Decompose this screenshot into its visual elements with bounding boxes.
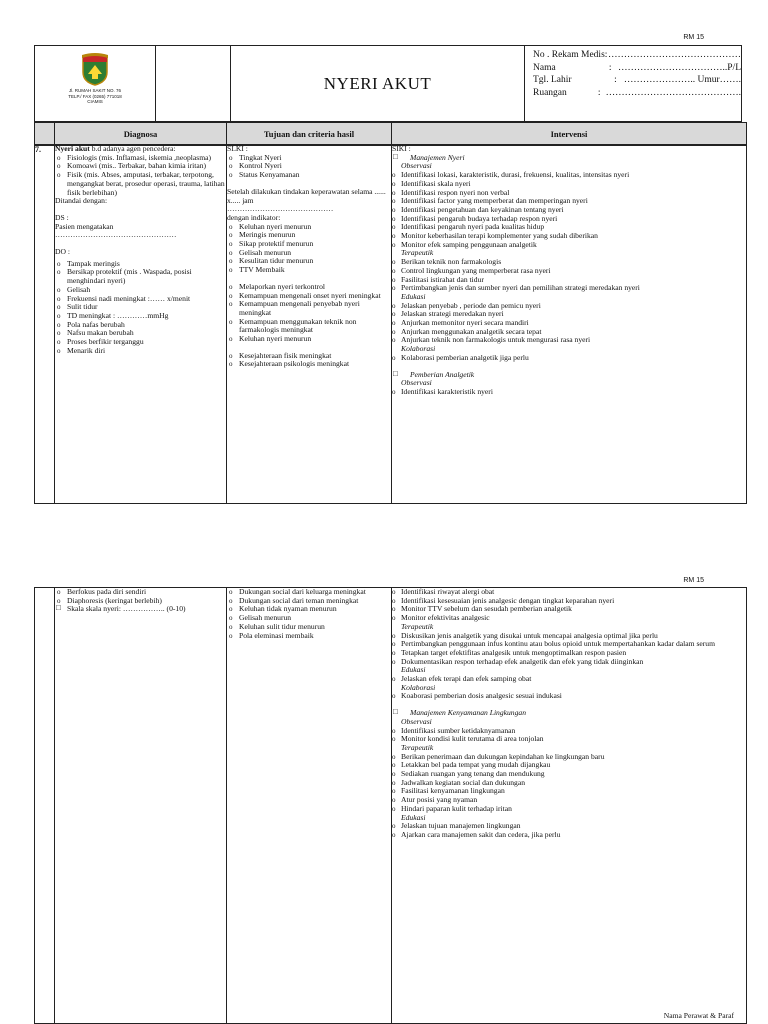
hospital-address-line: Jl. RUMAH SAKIT NO. 76 — [69, 88, 121, 93]
list-item: o Anjurkan memonitor nyeri secara mandiri — [401, 319, 746, 328]
list-item: o Kontrol Nyeri — [239, 162, 391, 171]
list-item: o Kemampuan mengenali onset nyeri meningkat — [239, 292, 391, 301]
list-item: o Sulit tidur — [67, 303, 226, 312]
list-item: o Menarik diri — [67, 347, 226, 356]
list-item: o Anjurkan teknik non farmakologis untuk mengurasi rasa nyeri — [401, 336, 746, 345]
diagnosa-cell-cont — [55, 588, 227, 1024]
ds-fill-line[interactable]: ………………………………………… — [55, 230, 177, 240]
observasi2-list — [392, 388, 746, 397]
list-item: o Identifikasi pengetahuan dan keyakinan tentang nyeri — [401, 206, 746, 215]
list-item: o Berikan teknik non farmakologis — [401, 258, 746, 267]
list-item: o Monitor efektivitas analgesic — [401, 614, 746, 623]
list-item: o Kolaborasi pemberian analgetik jiga perlu — [401, 354, 746, 363]
list-item: o Gelisah menurun — [239, 249, 391, 258]
list-item: o Keluhan sulit tidur menurun — [239, 623, 391, 632]
terapeutik-list — [392, 258, 746, 293]
list-item: o Jelaskan efek terapi dan efek samping obat — [401, 675, 746, 684]
list-item: o Identifikasi sumber ketidaknyamanan — [401, 727, 746, 736]
list-item: o Keluhan tidak nyaman menurun — [239, 605, 391, 614]
intervensi-cell: SIKI : □ Manajemen Nyeri Observasi o Identifikasi lokasi, karakteristik, durasi, frekuensi, kualitas, intensitas nyeri o Identifikasi skala nyeri o Identifikasi respon nyeri non verbal o Identifikasi factor yang memperberat dan memperingan nyeri o Identifikasi pengetahuan dan keyakinan tentang nyeri o Identifikasi pengaruh budaya terhadap respon nyeri o Identifikasi pengaruh nyeri pada kualitas hidup o Monitor keberhasilan terapi komplementer yang sudah diberikan o Monitor efek samping penggunaan analgetik Terapeutik o Berikan teknik non farmakologis o Control lingkungan yang memperberat rasa nyeri o Fasilitasi istirahat dan tidur o Pertimbangkan jenis dan sumber nyeri dan pemilihan strategi meredakan nyeri Edukasi o Jelaskan penyebab , periode dan pemicu nyeri o Jelaskan strategi meredakan nyeri o Anjurkan memonitor nyeri secara mandiri o Anjurkan menggunakan analgetik secara tepat o Anjurkan teknik non farmakologis untuk mengurasi rasa nyeri Kolaborasi o Kolaborasi pemberian analgetik jiga perlu □ Pemberian Analgetik Observasi o Identifikasi karakteristik nyeri — [392, 145, 747, 504]
list-item: o Pola eleminasi membaik — [239, 632, 391, 641]
list-item: o Monitor TTV sebelum dan sesudah pemberian analgetik — [401, 605, 746, 614]
list-item: o Kesulitan tidur menurun — [239, 257, 391, 266]
list-item: o Keluhan nyeri menurun — [239, 223, 391, 232]
patient-field-rm[interactable]: No . Rekam Medis : …………………………………… — [533, 50, 741, 60]
list-item: o Diskusikan jenis analgetik yang disukai untuk mencapai analgesia optimal jika perlu — [401, 632, 746, 641]
kolaborasi-list — [392, 354, 746, 363]
list-item: o Sediakan ruangan yang tenang dan mendukung — [401, 770, 746, 779]
list-item: o Tetapkan target efektifitas analgesik untuk mengoptimalkan respon pasien — [401, 649, 746, 658]
col-header-tujuan: Tujuan dan criteria hasil — [227, 123, 392, 146]
list-item: o Komoawi (mis.. Terbakar, bahan kimia iritan) — [67, 162, 226, 171]
list-item: o Meringis menurun — [239, 231, 391, 240]
list-item: o Jelaskan tujuan manajemen lingkungan — [401, 822, 746, 831]
row-number-blank — [35, 588, 55, 1024]
tujuan-cell-cont — [227, 588, 392, 1024]
col-header-intervensi: Intervensi — [392, 123, 747, 146]
list-item: o Gelisah menurun — [239, 614, 391, 623]
list-item: o Kesejahteraan psikologis meningkat — [239, 360, 391, 369]
patient-field-nama[interactable]: Nama : ……………………………..P/L — [533, 62, 741, 73]
list-item: o Fisiologis (mis. Inflamasi, iskemia ,neoplasma) — [67, 154, 226, 163]
list-item: o Pola nafas berubah — [67, 321, 226, 330]
list-item: o TD meningkat : …………mmHg — [67, 312, 226, 321]
list-item: o Hindari paparan kulit terhadap iritan — [401, 805, 746, 814]
list-item: o TTV Membaik — [239, 266, 391, 275]
list-item: o Identifikasi riwayat alergi obat — [401, 588, 746, 597]
list-item: o Jelaskan penyebab , periode dan pemicu nyeri — [401, 302, 746, 311]
list-item: o Jadwalkan kegiatan social dan dukungan — [401, 779, 746, 788]
list-item: o Identifikasi karakteristik nyeri — [401, 388, 746, 397]
list-item: o Fisik (mis. Abses, amputasi, terbakar, terpotong, mengangkat berat, prosedur operasi, trauma, latihan fisik berlebihan) — [67, 171, 226, 197]
list-item: o Gelisah — [67, 286, 226, 295]
list-item: o Tingkat Nyeri — [239, 154, 391, 163]
list-item: o Anjurkan menggunakan analgetik secara tepat — [401, 328, 746, 337]
diagnosa-cell: Nyeri akut b.d adanya agen pencedera: o Fisiologis (mis. Inflamasi, iskemia ,neoplasma) o Komoawi (mis.. Terbakar, bahan kimia iritan) o Fisik (mis. Abses, amputasi, terbakar, terpotong, mengangkat berat, prosedur operasi, trauma, latihan fisik berlebihan) Ditandai dengan: DS : Pasien mengatakan ………………………………………… DO : o Tampak meringis o Bersikap protektif (mis . Waspada, posisi menghindari nyeri) o Gelisah o Frekuensi nadi meningkat :…… x/menit o Sulit tidur o TD meningkat : …………mmHg o Pola nafas berubah o Nafsu makan berubah o Proses berfikir terganggu o Menarik diri — [55, 145, 227, 504]
list-item: o Melaporkan nyeri terkontrol — [239, 283, 391, 292]
list-item: o Monitor efek samping penggunaan analgetik — [401, 241, 746, 250]
list-item: o Control lingkungan yang memperberat rasa nyeri — [401, 267, 746, 276]
hospital-logo-cell — [35, 46, 156, 122]
hospital-emblem-icon — [80, 52, 110, 86]
list-item: o Kesejahteraan fisik meningkat — [239, 352, 391, 361]
list-item: o Status Kenyamanan — [239, 171, 391, 180]
section-pemberian-analgetik[interactable]: □ Pemberian Analgetik — [404, 371, 746, 380]
list-item: o Identifikasi lokasi, karakteristik, durasi, frekuensi, kualitas, intensitas nyeri — [401, 171, 746, 180]
list-item: o Dukungan social dari keluarga meningkat — [239, 588, 391, 597]
pain-scale-field[interactable]: □ Skala skala nyeri: …………….. (0-10) — [67, 605, 226, 614]
col-header-diagnosa: Diagnosa — [55, 123, 227, 146]
list-item: o Dukungan social dari teman meningkat — [239, 597, 391, 606]
list-item: o Nafsu makan berubah — [67, 329, 226, 338]
list-item: o Ajarkan cara manajemen sakit dan cedera, jika perlu — [401, 831, 746, 840]
edukasi-list — [392, 302, 746, 346]
cause-list — [55, 154, 226, 198]
list-item: o Identifikasi skala nyeri — [401, 180, 746, 189]
list-item: o Kemampuan mengenali penyebab nyeri meningkat — [239, 300, 391, 317]
care-plan-table-page1 — [34, 144, 747, 504]
list-item: o Pertimbangkan penggunaan infus kontinu atau bolus opioid untuk mempertahankan kadar dalam serum — [401, 640, 746, 649]
list-item: o Kemampuan menggunakan teknik non farmakologis meningkat — [239, 318, 391, 335]
list-item: o Sikap protektif menurun — [239, 240, 391, 249]
target-list — [227, 154, 391, 180]
list-item: o Identifikasi pengaruh nyeri pada kualitas hidup — [401, 223, 746, 232]
indicator-list-2 — [227, 283, 391, 344]
list-item: o Identifikasi pengaruh budaya terhadap respon nyeri — [401, 215, 746, 224]
list-item: o Diaphoresis (keringat berlebih) — [67, 597, 226, 606]
list-item: o Identifikasi respon nyeri non verbal — [401, 189, 746, 198]
list-item: o Proses berfikir terganggu — [67, 338, 226, 347]
list-item: o Berfokus pada diri sendiri — [67, 588, 226, 597]
rm-label-page2: RM 15 — [683, 577, 704, 584]
list-item: o Tampak meringis — [67, 260, 226, 269]
tujuan-cell: SLKI : o Tingkat Nyeri o Kontrol Nyeri o Status Kenyamanan Setelah dilakukan tindakan keperawatan selama ...... x..... jam …………………………………… dengan indikator: o Keluhan nyeri menurun o Meringis menurun o Sikap protektif menurun o Gelisah menurun o Kesulitan tidur menurun o TTV Membaik o Melaporkan nyeri terkontrol o Kemampuan mengenali onset nyeri meningkat o Kemampuan mengenali penyebab nyeri meningkat o Kemampuan menggunakan teknik non farmakologis meningkat o Keluhan nyeri menurun o Kesejahteraan fisik meningkat o Kesejahteraan psikologis meningkat — [227, 145, 392, 504]
list-item: o Keluhan nyeri menurun — [239, 335, 391, 344]
intervensi-cell-cont: o Identifikasi riwayat alergi obat o Identifikasi kesesuaian jenis analgesic dengan tingkat keparahan nyeri o Monitor TTV sebelum dan sesudah pemberian analgetik o Monitor efektivitas analgesic Terapeutik o Diskusikan jenis analgetik yang disukai untuk mencapai analgesia optimal jika perlu o Pertimbangkan penggunaan infus kontinu atau bolus opioid untuk mempertahankan kadar dalam serum o Tetapkan target efektifitas analgesik untuk mengoptimalkan respon pasien o Dokumentasikan respon terhadap efek analgetik dan efek yang tidak diinginkan Edukasi o Jelaskan efek terapi dan efek samping obat Kolaborasi o Koaborasi pemberian dosis analgesic sesuai indukasi □ Manajemen Kenyamanan Lingkungan Observasi o Identifikasi sumber ketidaknyamanan o Monitor kondisi kulit terutama di area tonjolan Terapeutik o Berikan penerimaan dan dukungan kepindahan ke lingkungan baru o Letakkan bel pada tempat yang mudah dijangkau o Sediakan ruangan yang tenang dan mendukung o Jadwalkan kegiatan social dan dukungan o Fasilitasi kenyamanan lingkungan o Atur posisi yang nyaman o Hindari paparan kulit terhadap iritan Edukasi o Jelaskan tujuan manajemen lingkungan o Ajarkan cara manajemen sakit dan cedera, jika perlu — [392, 588, 747, 1024]
list-item: o Koaborasi pemberian dosis analgesic sesuai indukasi — [401, 692, 746, 701]
list-item: o Jelaskan strategi meredakan nyeri — [401, 310, 746, 319]
list-item: o Letakkan bel pada tempat yang mudah dijangkau — [401, 761, 746, 770]
list-item: o Bersikap protektif (mis . Waspada, posisi menghindari nyeri) — [67, 268, 226, 285]
section-manajemen-nyeri[interactable]: □ Manajemen Nyeri — [404, 154, 746, 163]
patient-info — [525, 46, 742, 122]
list-item: o Monitor kondisi kulit terutama di area tonjolan — [401, 735, 746, 744]
list-item: o Identifikasi factor yang memperberat dan memperingan nyeri — [401, 197, 746, 206]
list-item: o Atur posisi yang nyaman — [401, 796, 746, 805]
row-number: 7. — [35, 145, 55, 504]
col-header-number — [35, 123, 55, 146]
indicator-list-1 — [227, 223, 391, 275]
patient-field-ruangan[interactable]: Ruangan : ……………………………………. — [533, 87, 741, 98]
do-list — [55, 260, 226, 356]
list-item: o Frekuensi nadi meningkat :…… x/menit — [67, 295, 226, 304]
header-blank-cell — [156, 46, 231, 122]
care-plan-table-page2 — [34, 587, 747, 1024]
list-item: o Identifikasi kesesuaian jenis analgesic dengan tingkat keparahan nyeri — [401, 597, 746, 606]
list-item: o Pertimbangkan jenis dan sumber nyeri dan pemilihan strategi meredakan nyeri — [401, 284, 746, 293]
tujuan-fill-line[interactable]: …………………………………… — [227, 204, 334, 214]
form-title: NYERI AKUT — [231, 46, 525, 122]
indicator-list-3 — [227, 352, 391, 369]
column-headers — [34, 122, 747, 146]
observasi-list — [392, 171, 746, 249]
hospital-city-line: CIAMIS — [87, 99, 103, 104]
list-item: o Berikan penerimaan dan dukungan kepindahan ke lingkungan baru — [401, 753, 746, 762]
patient-field-lahir[interactable]: Tgl. Lahir : ………………….. Umur……. — [533, 75, 741, 85]
list-item: o Dokumentasikan respon terhadap efek analgetik dan efek yang tidak diinginkan — [401, 658, 746, 667]
form-header — [34, 45, 742, 122]
rm-label-page1: RM 15 — [683, 34, 704, 41]
section-manajemen-kenyamanan[interactable]: □ Manajemen Kenyamanan Lingkungan — [404, 709, 746, 718]
list-item: o Fasilitasi istirahat dan tidur — [401, 276, 746, 285]
list-item: o Fasilitasi kenyamanan lingkungan — [401, 787, 746, 796]
list-item: o Monitor keberhasilan terapi komplementer yang sudah diberikan — [401, 232, 746, 241]
hospital-phone-line: TELP./ FAX (0265) 771018 — [68, 93, 122, 99]
nurse-signature-label: Nama Perawat & Paraf — [663, 1011, 734, 1020]
